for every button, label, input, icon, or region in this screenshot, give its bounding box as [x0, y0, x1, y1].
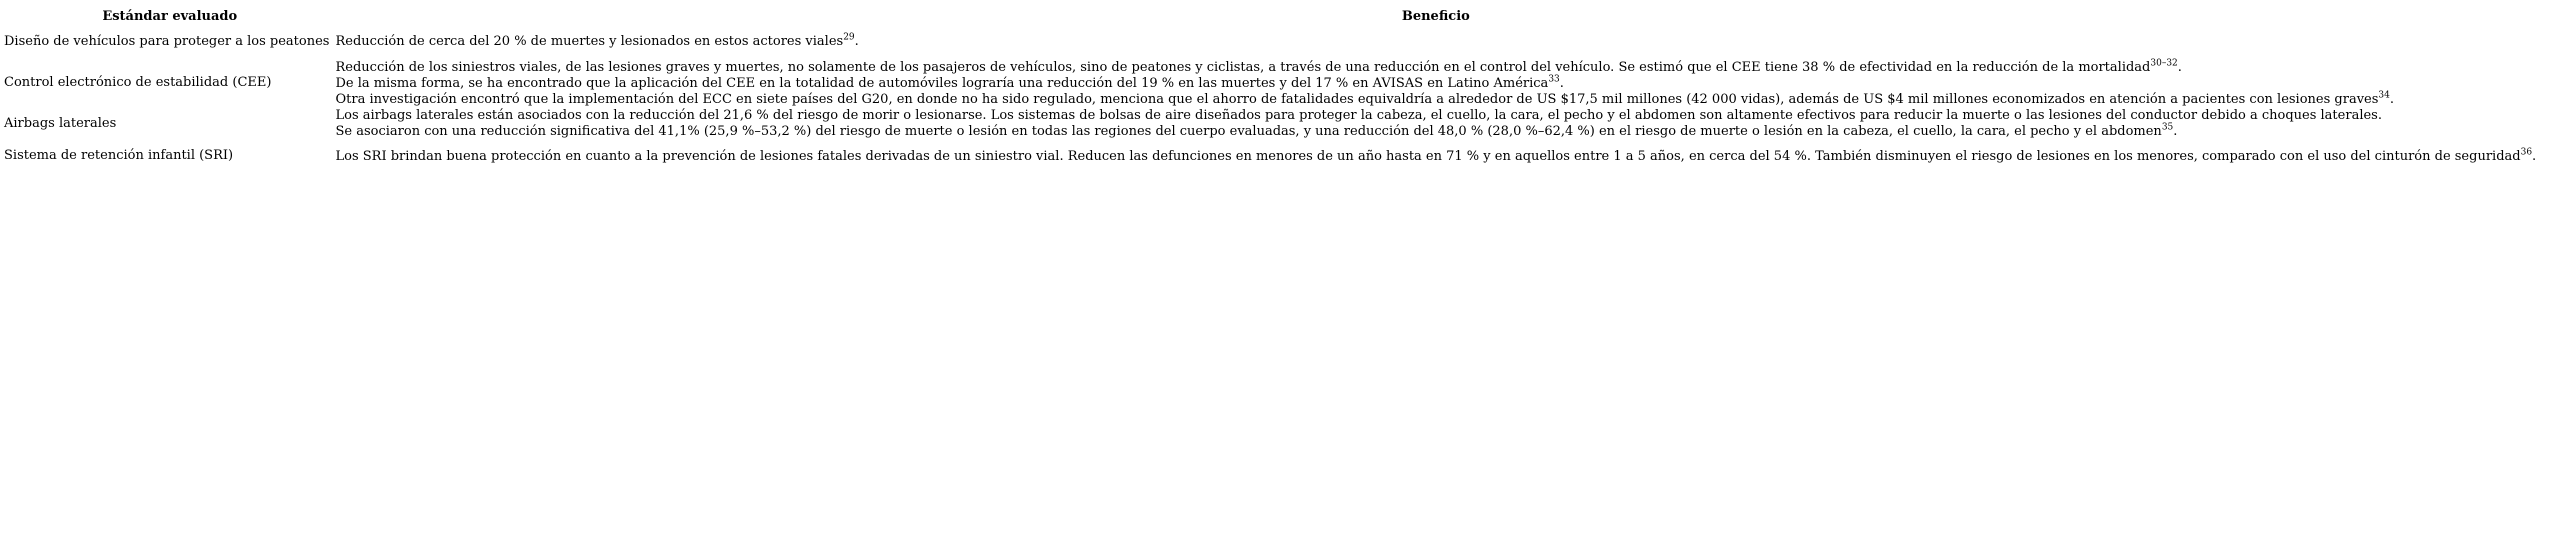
benefit-end: . [2177, 60, 2182, 75]
benefit-text: Los airbags laterales están asociados con la reducción del 21,6 % del riesgo de morir o lesionarse. Los sistemas de bolsas de aire diseñados para proteger la cabeza, el cuello, la cara, el pecho y el abdomen son altamente efectivos para reducir la muerte o las lesiones del conductor debido a choques laterales. [335, 108, 2382, 123]
column-header-benefit: Beneficio [1401, 9, 1470, 24]
benefit-end: . [2173, 124, 2178, 139]
benefit-line [335, 124, 2536, 140]
table-row [4, 30, 2536, 56]
benefit-line [335, 108, 2536, 124]
standard-cell: Diseño de vehículos para proteger a los peatones [4, 34, 330, 49]
benefits-table [4, 6, 2536, 166]
benefit-cell [335, 108, 2536, 140]
table-row [4, 56, 2536, 108]
reference-number: 30–32 [2150, 58, 2178, 69]
reference-number: 33 [1548, 74, 1560, 85]
benefit-end: . [854, 34, 859, 49]
reference-number: 34 [2378, 90, 2390, 101]
benefit-cell [335, 30, 2536, 56]
reference-number: 36 [2520, 147, 2533, 158]
benefit-line [335, 92, 2536, 108]
column-header-standard: Estándar evaluado [102, 9, 238, 24]
standard-cell: Airbags laterales [4, 116, 117, 131]
benefit-line [335, 76, 2536, 92]
benefit-text: Reducción de cerca del 20 % de muertes y lesionados en estos actores viales [335, 34, 844, 49]
benefit-line [335, 60, 2536, 76]
benefit-line [335, 149, 2536, 165]
benefit-text: Los SRI brindan buena protección en cuanto a la prevención de lesiones fatales derivadas de un siniestro vial. Reducen las defunciones en menores de un año hasta en 71 % y en aquellos entre 1 a 5 años, en cerca del 54 %. También disminuyen el riesgo de lesiones en los menores, comparado con el uso del cinturón de seguridad [335, 149, 2521, 164]
standard-cell: Control electrónico de estabilidad (CEE) [4, 75, 272, 90]
benefit-cell [335, 140, 2536, 166]
benefit-end: . [2532, 149, 2537, 164]
reference-number: 29 [843, 32, 855, 43]
table-header-row [4, 6, 2536, 30]
table-row [4, 108, 2536, 140]
benefit-cell [335, 56, 2536, 108]
benefit-line [335, 34, 2536, 50]
standard-cell: Sistema de retención infantil (SRI) [4, 148, 234, 163]
benefit-text: Reducción de los siniestros viales, de las lesiones graves y muertes, no solamente de los pasajeros de vehículos, sino de peatones y ciclistas, a través de una reducción en el control del vehículo. Se estimó que el CEE tiene 38 % de efectividad en la reducción de la mortalidad [335, 60, 2151, 75]
table-row [4, 140, 2536, 166]
reference-number: 35 [2161, 122, 2174, 133]
benefit-text: De la misma forma, se ha encontrado que la aplicación del CEE en la totalidad de automóviles lograría una reducción del 19 % en las muertes y del 17 % en AVISAS en Latino América [335, 76, 1549, 91]
benefit-end: . [2389, 92, 2395, 107]
benefit-text: Se asociaron con una reducción significativa del 41,1% (25,9 %–53,2 %) del riesgo de muerte o lesión en todas las regiones del cuerpo evaluadas, y una reducción del 48,0 % (28,0 %–62,4 %) en el riesgo de muerte o lesión en la cabeza, el cuello, la cara, el pecho y el abdomen [335, 124, 2162, 139]
benefit-end: . [1559, 76, 1564, 91]
benefit-text: Otra investigación encontró que la implementación del ECC en siete países del G20, en donde no ha sido regulado, menciona que el ahorro de fatalidades equivaldría a alrededor de US $17,5 mil millones (42 000 vidas), además de US $4 mil millones economizados en atención a pacientes con lesiones graves [335, 92, 2379, 107]
